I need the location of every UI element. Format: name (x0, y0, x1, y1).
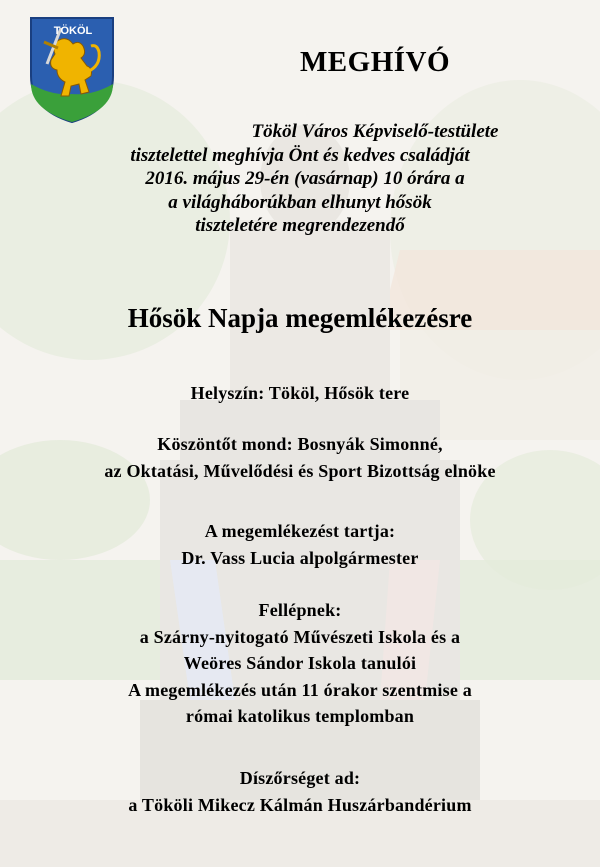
speech-section (0, 518, 600, 571)
page-title: MEGHÍVÓ (299, 46, 451, 78)
speech-line: Dr. Vass Lucia alpolgármester (181, 547, 419, 568)
intro-line: tiszteletére megrendezendő (195, 215, 405, 236)
intro-line: tisztelettel meghívja Önt és kedves családját (130, 144, 470, 166)
performers-line: római katolikus templomban (185, 706, 415, 726)
intro-text (40, 120, 560, 238)
performers-section (0, 597, 600, 730)
performers-line: A megemlékezés után 11 órakor szentmise a (128, 679, 472, 700)
speech-line: A megemlékezést tartja: (204, 521, 396, 541)
intro-line: 2016. május 29-én (vasárnap) 10 órára a (145, 168, 465, 189)
honor-guard-line: a Tököli Mikecz Kálmán Huszárbandérium (128, 794, 472, 815)
performers-line: Weöres Sándor Iskola tanulói (183, 653, 417, 673)
location-line: Helyszín: Tököl, Hősök tere (190, 383, 410, 403)
performers-line: Fellépnek: (258, 600, 342, 620)
greeting-line: az Oktatási, Művelődési és Sport Bizottság elnöke (104, 460, 496, 481)
honor-guard-line: Díszőrséget ad: (239, 768, 361, 788)
location (0, 380, 600, 407)
event-title: Hősök Napja megemlékezésre (127, 303, 473, 333)
intro-line: Tököl Város Képviselő-testülete (251, 121, 499, 142)
crest-label: TÖKÖL (53, 25, 93, 37)
intro-line: a világháborúkban elhunyt hősök (168, 191, 432, 213)
lion-crest-icon (27, 14, 117, 126)
greeting-line: Köszöntőt mond: Bosnyák Simonné, (157, 434, 443, 454)
performers-line: a Szárny-nyitogató Művészeti Iskola és a (139, 626, 461, 647)
greeting-section (0, 431, 600, 484)
honor-guard-section (0, 765, 600, 818)
